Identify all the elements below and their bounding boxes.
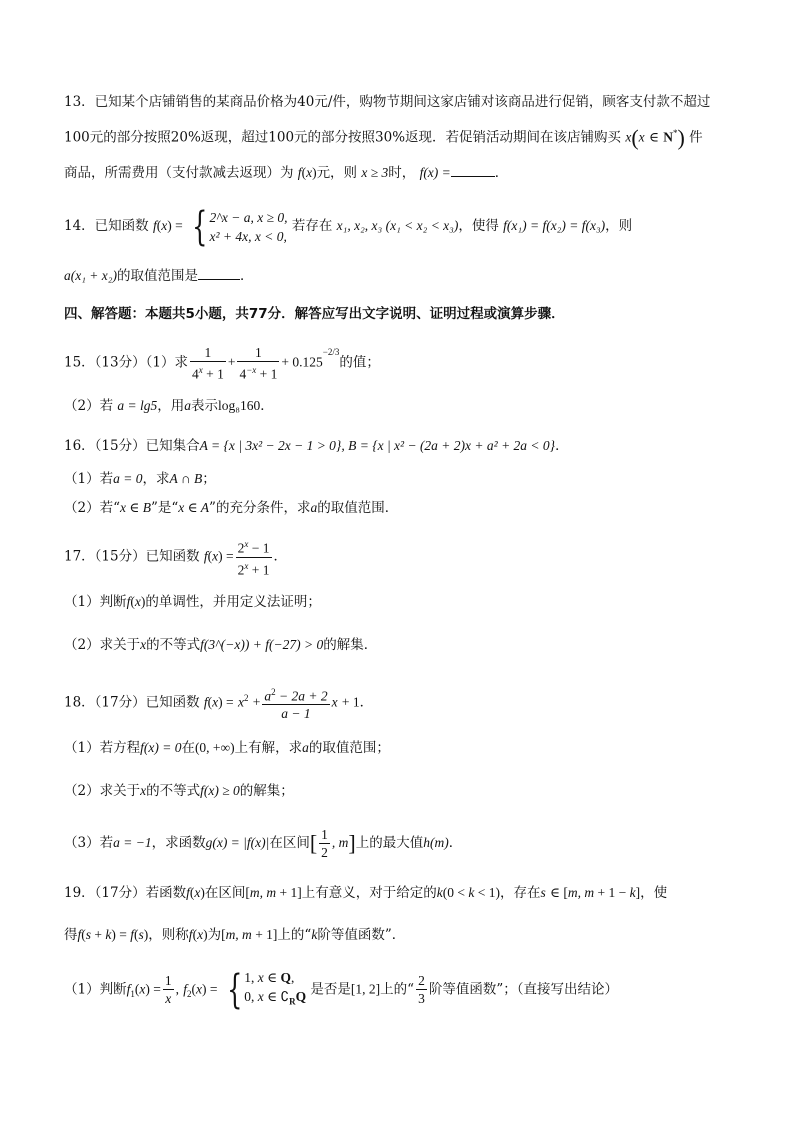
math-xinB: x ∈ B (120, 500, 151, 515)
answer-blank (451, 176, 495, 177)
problem-13-line-3: 商品，所需费用（支付款减去返现）为 f(x)元，则 x ≥ 3时， f(x) = ． (64, 165, 509, 181)
problem-15-part2c: 表示 (191, 398, 219, 414)
problem-18-part1d: 的取值范围； (308, 740, 390, 756)
left-brace-19: { (226, 966, 243, 1013)
problem-19-sub1c: 上的“ (380, 981, 415, 998)
problem-14-prefix: 14．已知函数 (64, 218, 149, 234)
problem-17-part2c: 的解集． (323, 637, 378, 653)
problem-13-text-3c: 时， (388, 165, 416, 181)
problem-18-part3c: 在区间 (269, 835, 310, 851)
problem-16-part2c: ”的充分条件，求 (209, 500, 311, 516)
problem-17-line-3: （2）求关于x的不等式f(3^(−x)) + f(−27) > 0的解集． (64, 637, 378, 653)
problem-18-line-3: （2）求关于x的不等式f(x) ≥ 0的解集； (64, 783, 294, 799)
math-xinA: x ∈ A (178, 500, 210, 515)
math-hm: h(m) (423, 835, 449, 850)
problem-13-text-2a: 100元的部分按照20%返现，超过100元的部分按照30%返现．若促销活动期间在该店铺购买 (64, 129, 622, 146)
problem-18-part3a: （3）若 (64, 835, 114, 851)
problem-19-part-a: 在区间 (204, 885, 246, 901)
problem-18-line-4: （3）若a = −1，求函数g(x) = |f(x)|在区间[ $\frac{1}{2}$ , m]上的最大值h(m)． (64, 827, 463, 860)
math-a0: a = 0 (113, 471, 143, 486)
problem-19-line2d: 上的“ (277, 927, 312, 943)
problem-18-part3d: 上的最大值 (355, 835, 424, 851)
problem-18-part2b: 的不等式 (146, 783, 201, 799)
problem-14-expr: a(x₁ + x₂) (64, 268, 117, 283)
math-eq0: f(x) = 0 (140, 740, 182, 755)
problem-18-part1a: （1）若方程 (64, 740, 141, 756)
fraction-1-over-x: $\frac{1}{x}$ (164, 973, 172, 1007)
problem-14-line-1: 14．已知函数 f(x) = { 2^x − a, x ≥ 0, x² + 4x, x < 0, 若存在 x₁, x₂, x₃ (x₁ < x₂ < x₃)，使得 f(x₁) = f(x₂) = f(x₃)，则 (64, 203, 633, 250)
problem-19-label: 19．（17分）若函数 (64, 885, 187, 901)
problem-14-vars: x₁, x₂, x₃ (x₁ < x₂ < x₃) (336, 218, 459, 233)
case-1: 2^x − a, x ≥ 0, (209, 209, 288, 225)
math-a-eq: a = lg5 (117, 398, 158, 413)
math-ineq-17: f(3^(−x)) + f(−27) > 0 (200, 637, 324, 652)
answer-blank (198, 279, 240, 280)
problem-17-part2a: （2）求关于 (64, 637, 141, 653)
problem-15-label: 15．（13分）（1）求 (64, 354, 188, 371)
problem-17-label: 17．（15分）已知函数 (64, 548, 200, 565)
problem-19-line2c: 为 (207, 927, 222, 943)
problem-19-sub1b: 是否是 (310, 981, 351, 998)
problem-16-part2b: ”是“ (150, 500, 179, 516)
problem-16-line-3: （2）若“x ∈ B”是“x ∈ A”的充分条件，求a的取值范围． (64, 500, 399, 516)
problem-17-part1a: （1）判断 (64, 594, 127, 610)
problem-18-part2a: （2）求关于 (64, 783, 141, 799)
problem-16-part1b: ，求 (142, 471, 170, 487)
problem-19-line-1: 19．（17分）若函数f(x)在区间[m, m + 1]上有意义，对于给定的k(0 < k < 1)，存在s ∈ [m, m + 1 − k]，使 (64, 885, 668, 901)
problem-16-part1c: ； (202, 471, 216, 487)
problem-15-tail: 的值； (339, 354, 380, 371)
fraction-17: $\frac{2^x - 1}{2^x + 1}$ (236, 536, 272, 578)
problem-16-part2a: （2）若“ (64, 500, 120, 516)
fraction-18: $\frac{a^2 - 2a + 2}{a - 1}$ (262, 684, 329, 723)
problem-13-text-2b: 件 (689, 129, 703, 146)
problem-15-part2a: （2）若 (64, 398, 114, 414)
problem-19-sub1a: （1）判断 (64, 981, 127, 998)
math-gx: g(x) = |f(x)| (205, 835, 270, 850)
piecewise-cases (209, 208, 287, 246)
problem-14-line-2: a(x₁ + x₂)的取值范围是 ． (64, 268, 254, 284)
problem-16-part1a: （1）若 (64, 471, 114, 487)
problem-14-eq: f(x₁) = f(x₂) = f(x₃) (503, 218, 606, 233)
problem-19-line-3: （1）判断$f_1(x)$ = $\frac{1}{x}$ , $f_2(x)$ = { 1, x ∈ Q, 0, x ∈ $∁_RQ$ 是否是[1, 2]上的“ $\frac{2}{3}$ 阶等值函数”；（直接写出结论） (64, 966, 618, 1013)
problem-13-text-3a: 商品，所需费用（支付款减去返现）为 (64, 165, 294, 181)
problem-18-part2c: 的解集； (239, 783, 294, 799)
problem-13-text: 13．已知某个店铺销售的某商品价格为40元/件，购物节期间这家店铺对该商品进行促销，顾客支付款不超过 (64, 94, 711, 110)
problem-15-line-2: （2）若 a = lg5，用a表示log₈160． (64, 398, 274, 414)
problem-18-label: 18．（17分）已知函数 (64, 694, 200, 711)
problem-13-text-3b: 元，则 (316, 165, 358, 181)
problem-17-line-2: （1）判断f(x)的单调性，并用定义法证明； (64, 594, 321, 610)
problem-15-part2b: ，用 (157, 398, 185, 414)
problem-13-line-2: 100元的部分按照20%返现，超过100元的部分按照30%返现．若促销活动期间在该店铺购买 x(x ∈ N*) 件 (64, 125, 703, 150)
problem-14-range-text: 的取值范围是 (116, 268, 198, 284)
problem-19-line2a: 得 (64, 927, 78, 943)
problem-17-line-1: 17．（15分）已知函数 f(x) = $\frac{2^x - 1}{2^x + 1}$ ． (64, 536, 734, 578)
left-brace: { (192, 203, 208, 250)
problem-13-line-1 (64, 92, 734, 112)
fraction-1: $\frac{1}{4^x + 1}$ (191, 344, 224, 382)
fraction-2-3: $\frac{2}{3}$ (418, 973, 425, 1007)
problem-19-line2b: ，则称 (148, 927, 189, 943)
math-condition: x ≥ 3 (361, 165, 389, 180)
problem-19-part-b: 上有意义，对于给定的 (301, 885, 437, 901)
problem-14-after: ，使得 (458, 218, 499, 234)
problem-18-part1c: 上有解，求 (234, 740, 303, 756)
math-ineq-18: f(x) ≥ 0 (200, 783, 240, 798)
problem-19-sub1d: 阶等值函数”；（直接写出结论） (428, 981, 618, 998)
problem-19-line-2: 得f(s + k) = f(s)，则称f(x)为[m, m + 1]上的“k阶等值函数”． (64, 927, 406, 943)
problem-18-part3b: ，求函数 (151, 835, 206, 851)
math-aneg: a = −1 (113, 835, 152, 850)
problem-14-middle: 若存在 (291, 218, 333, 234)
math-sets: A = {x | 3x² − 2x − 1 > 0}, B = {x | x² − (2a + 2)x + a² + 2a < 0} (199, 438, 556, 453)
problem-17-part2b: 的不等式 (146, 637, 201, 653)
problem-15-line-1: 15．（13分）（1）求 $\frac{1}{4^x + 1}$ + $\frac{1}{4^{-x} + 1}$ + $0.125^{-2/3}$的值； (64, 344, 380, 382)
math-log: log₈160 (218, 398, 261, 413)
problem-14-end: ，则 (605, 218, 633, 234)
math-fx-eq: f(x) = (419, 165, 451, 180)
problem-16-label: 16．（15分）已知集合 (64, 438, 200, 454)
problem-16-line-1: 16．（15分）已知集合A = {x | 3x² − 2x − 1 > 0}, B = {x | x² − (2a + 2)x + a² + 2a < 0}． (64, 438, 569, 454)
fraction-2: $\frac{1}{4^{-x} + 1}$ (239, 344, 278, 382)
math-x-in-N: x (625, 129, 632, 145)
problem-19-line2e: 阶等值函数”． (317, 927, 406, 943)
problem-16-part2d: 的取值范围． (317, 500, 399, 516)
problem-19-part-d: ，使 (640, 885, 668, 901)
problem-18-part3e: ． (448, 835, 463, 851)
problem-16-line-2 (64, 469, 734, 489)
case-2: x² + 4x, x < 0, (209, 228, 287, 244)
problem-18-line-2: （1）若方程f(x) = 0在(0, +∞)上有解，求a的取值范围； (64, 740, 390, 756)
math-interval: (0, +∞) (194, 740, 235, 755)
piecewise-cases-19: 1, x ∈ Q, 0, x ∈ $∁_RQ$ (244, 970, 307, 1007)
problem-19-part-c: ，存在 (499, 885, 541, 901)
math-AnB: A ∩ B (169, 471, 203, 486)
problem-18-part1b: 在 (181, 740, 195, 756)
section-heading: 四、解答题：本题共5小题，共77分．解答应写出文字说明、证明过程或演算步骤． (64, 306, 565, 322)
problem-17-part1b: 的单调性，并用定义法证明； (145, 594, 321, 610)
fraction-half: $\frac{1}{2}$ (321, 827, 328, 860)
problem-18-line-1: 18．（17分）已知函数 $f(x) = x^2$ + $\frac{a^2 - 2a + 2}{a - 1}$ x + 1． (64, 678, 734, 723)
